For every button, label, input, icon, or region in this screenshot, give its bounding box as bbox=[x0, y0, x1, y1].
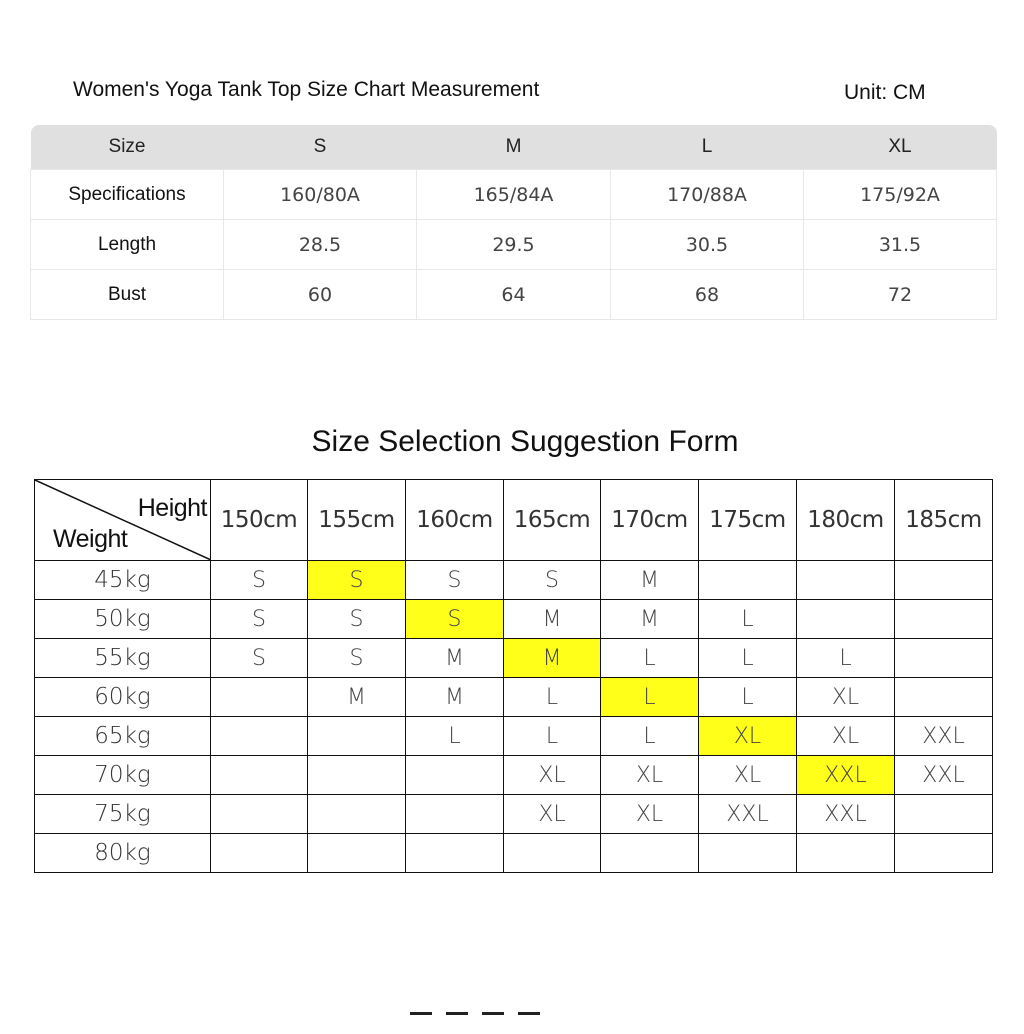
measurement-header-row bbox=[31, 125, 997, 170]
table-row bbox=[31, 220, 997, 270]
highlighted-size-cell: S bbox=[406, 600, 504, 639]
table-cell: 60 bbox=[224, 270, 417, 320]
table-row bbox=[35, 600, 993, 639]
height-col-header: 155cm bbox=[308, 480, 406, 561]
size-cell: S bbox=[308, 600, 406, 639]
size-cell: M bbox=[601, 600, 699, 639]
size-cell bbox=[895, 795, 993, 834]
size-cell bbox=[895, 639, 993, 678]
header-m: M bbox=[505, 136, 522, 157]
height-col-header: 150cm bbox=[211, 480, 308, 561]
size-cell bbox=[406, 834, 504, 873]
table-cell: 31.5 bbox=[804, 220, 997, 270]
weight-row-header: 70kg bbox=[35, 756, 211, 795]
size-cell bbox=[211, 795, 308, 834]
height-col-header: 160cm bbox=[406, 480, 504, 561]
row-label: Bust bbox=[31, 270, 224, 320]
size-cell: XL bbox=[601, 795, 699, 834]
unit-label: Unit: CM bbox=[844, 81, 926, 104]
size-cell: L bbox=[699, 600, 797, 639]
size-cell bbox=[406, 795, 504, 834]
weight-row-header: 75kg bbox=[35, 795, 211, 834]
table-cell: 29.5 bbox=[417, 220, 611, 270]
size-cell: L bbox=[601, 639, 699, 678]
suggestion-table bbox=[34, 479, 993, 873]
size-cell bbox=[406, 756, 504, 795]
size-cell: L bbox=[699, 678, 797, 717]
weight-row-header: 50kg bbox=[35, 600, 211, 639]
size-cell bbox=[504, 834, 601, 873]
measurement-table bbox=[30, 125, 997, 320]
table-row bbox=[35, 834, 993, 873]
height-col-header: 165cm bbox=[504, 480, 601, 561]
size-cell bbox=[211, 834, 308, 873]
size-cell: XL bbox=[797, 717, 895, 756]
header-l: L bbox=[701, 136, 713, 157]
size-cell: L bbox=[699, 639, 797, 678]
weight-axis-label: Weight bbox=[53, 525, 128, 553]
table-row bbox=[35, 795, 993, 834]
row-label: Specifications bbox=[31, 170, 224, 220]
size-cell bbox=[895, 678, 993, 717]
size-cell: S bbox=[504, 561, 601, 600]
highlighted-size-cell: L bbox=[601, 678, 699, 717]
size-cell: XL bbox=[601, 756, 699, 795]
size-cell bbox=[797, 834, 895, 873]
table-row bbox=[35, 639, 993, 678]
size-cell: L bbox=[504, 717, 601, 756]
size-cell: L bbox=[601, 717, 699, 756]
table-cell: 68 bbox=[611, 270, 804, 320]
height-axis-label: Height bbox=[137, 494, 207, 522]
size-cell: XXL bbox=[895, 717, 993, 756]
suggestion-title: Size Selection Suggestion Form bbox=[311, 425, 739, 458]
suggestion-header-row bbox=[35, 480, 993, 561]
size-cell: XXL bbox=[895, 756, 993, 795]
size-cell bbox=[308, 795, 406, 834]
suggestion-body bbox=[35, 561, 993, 873]
size-cell: XL bbox=[504, 756, 601, 795]
header-xl: XL bbox=[888, 136, 912, 157]
size-cell: M bbox=[601, 561, 699, 600]
weight-row-header: 80kg bbox=[35, 834, 211, 873]
table-cell: 72 bbox=[804, 270, 997, 320]
table-row bbox=[31, 170, 997, 220]
weight-row-header: 45kg bbox=[35, 561, 211, 600]
size-cell bbox=[699, 834, 797, 873]
table-row bbox=[31, 270, 997, 320]
size-cell bbox=[211, 678, 308, 717]
size-cell: M bbox=[406, 639, 504, 678]
size-cell bbox=[895, 561, 993, 600]
table-row bbox=[35, 717, 993, 756]
height-col-header: 175cm bbox=[699, 480, 797, 561]
table-cell: 170/88A bbox=[611, 170, 804, 220]
size-cell bbox=[797, 561, 895, 600]
size-cell bbox=[211, 717, 308, 756]
size-cell: L bbox=[797, 639, 895, 678]
table-row bbox=[35, 756, 993, 795]
header-s: S bbox=[313, 136, 327, 157]
table-row bbox=[35, 678, 993, 717]
table-cell: 64 bbox=[417, 270, 611, 320]
weight-row-header: 55kg bbox=[35, 639, 211, 678]
size-cell: S bbox=[211, 600, 308, 639]
highlighted-size-cell: XL bbox=[699, 717, 797, 756]
size-cell: XXL bbox=[797, 795, 895, 834]
header-size: Size bbox=[108, 136, 146, 157]
size-cell bbox=[699, 561, 797, 600]
size-cell: S bbox=[211, 639, 308, 678]
table-cell: 28.5 bbox=[224, 220, 417, 270]
height-col-header: 185cm bbox=[895, 480, 993, 561]
size-cell: XL bbox=[504, 795, 601, 834]
size-cell: M bbox=[308, 678, 406, 717]
size-cell bbox=[895, 600, 993, 639]
size-cell: S bbox=[406, 561, 504, 600]
height-col-header: 180cm bbox=[797, 480, 895, 561]
measurement-title: Women's Yoga Tank Top Size Chart Measurement bbox=[73, 78, 540, 101]
size-cell: M bbox=[504, 600, 601, 639]
table-cell: 160/80A bbox=[224, 170, 417, 220]
size-cell: L bbox=[504, 678, 601, 717]
size-cell bbox=[211, 756, 308, 795]
size-cell: XL bbox=[699, 756, 797, 795]
row-label: Length bbox=[31, 220, 224, 270]
weight-row-header: 65kg bbox=[35, 717, 211, 756]
table-cell: 30.5 bbox=[611, 220, 804, 270]
size-cell: XL bbox=[797, 678, 895, 717]
corner-cell bbox=[35, 480, 211, 561]
size-cell bbox=[895, 834, 993, 873]
size-cell bbox=[797, 600, 895, 639]
highlighted-size-cell: M bbox=[504, 639, 601, 678]
highlighted-size-cell: XXL bbox=[797, 756, 895, 795]
size-cell: L bbox=[406, 717, 504, 756]
cropped-footer-glyphs bbox=[410, 1012, 610, 1032]
size-cell bbox=[601, 834, 699, 873]
size-cell: M bbox=[406, 678, 504, 717]
height-col-header: 170cm bbox=[601, 480, 699, 561]
weight-row-header: 60kg bbox=[35, 678, 211, 717]
table-row bbox=[35, 561, 993, 600]
size-cell bbox=[308, 834, 406, 873]
size-cell bbox=[308, 756, 406, 795]
size-cell: XXL bbox=[699, 795, 797, 834]
size-cell bbox=[308, 717, 406, 756]
size-cell: S bbox=[211, 561, 308, 600]
table-cell: 165/84A bbox=[417, 170, 611, 220]
highlighted-size-cell: S bbox=[308, 561, 406, 600]
size-cell: S bbox=[308, 639, 406, 678]
table-cell: 175/92A bbox=[804, 170, 997, 220]
